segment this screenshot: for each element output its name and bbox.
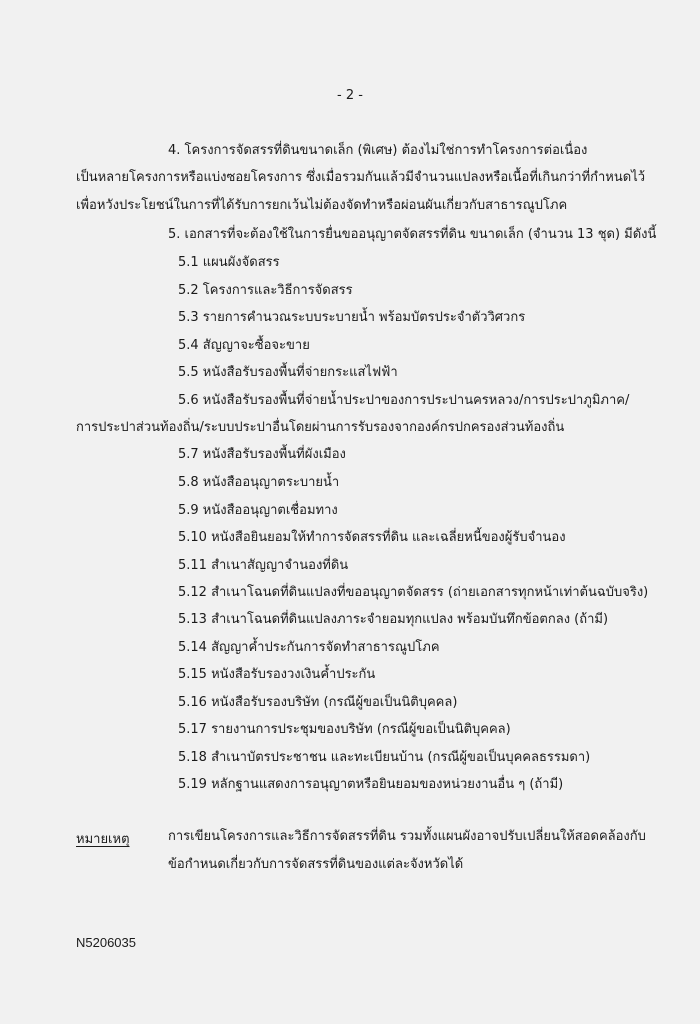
list-item-5-9: 5.9 หนังสืออนุญาตเชื่อมทาง bbox=[178, 503, 338, 518]
paragraph-4-line-3: เพื่อหวังประโยชน์ในการที่ได้รับการยกเว้นไม่ต้องจัดทำหรือผ่อนผันเกี่ยวกับสาธารณูปโภค bbox=[76, 198, 568, 213]
list-item-5-2: 5.2 โครงการและวิธีการจัดสรร bbox=[178, 283, 353, 298]
paragraph-5-intro: 5. เอกสารที่จะต้องใช้ในการยื่นขออนุญาตจัดสรรที่ดิน ขนาดเล็ก (จำนวน 13 ชุด) มีดังนี้ bbox=[168, 227, 657, 242]
list-item-5-5: 5.5 หนังสือรับรองพื้นที่จ่ายกระแสไฟฟ้า bbox=[178, 365, 398, 380]
note-label: หมายเหตุ bbox=[76, 832, 130, 847]
list-item-5-14: 5.14 สัญญาค้ำประกันการจัดทำสาธารณูปโภค bbox=[178, 640, 440, 655]
list-item-5-13: 5.13 สำเนาโฉนดที่ดินแปลงภาระจำยอมทุกแปลง พร้อมบันทึกข้อตกลง (ถ้ามี) bbox=[178, 612, 609, 627]
list-item-5-6-continuation: การประปาส่วนท้องถิ่น/ระบบประปาอื่นโดยผ่านการรับรองจากองค์กรปกครองส่วนท้องถิ่น bbox=[76, 420, 565, 435]
paragraph-4-line-1: 4. โครงการจัดสรรที่ดินขนาดเล็ก (พิเศษ) ต้องไม่ใช่การทำโครงการต่อเนื่อง bbox=[168, 143, 588, 158]
list-item-5-6: 5.6 หนังสือรับรองพื้นที่จ่ายน้ำประปาของการประปานครหลวง/การประปาภูมิภาค/ bbox=[178, 393, 630, 408]
list-item-5-3: 5.3 รายการคำนวณระบบระบายน้ำ พร้อมบัตรประจำตัววิศวกร bbox=[178, 310, 526, 325]
list-item-5-11: 5.11 สำเนาสัญญาจำนองที่ดิน bbox=[178, 558, 349, 573]
list-item-5-12: 5.12 สำเนาโฉนดที่ดินแปลงที่ขออนุญาตจัดสรร (ถ่ายเอกสารทุกหน้าเท่าต้นฉบับจริง) bbox=[178, 585, 649, 600]
list-item-5-7: 5.7 หนังสือรับรองพื้นที่ผังเมือง bbox=[178, 447, 346, 462]
list-item-5-4: 5.4 สัญญาจะซื้อจะขาย bbox=[178, 338, 310, 353]
list-item-5-8: 5.8 หนังสืออนุญาตระบายน้ำ bbox=[178, 475, 340, 490]
list-item-5-10: 5.10 หนังสือยินยอมให้ทำการจัดสรรที่ดิน และเฉลี่ยหนี้ของผู้รับจำนอง bbox=[178, 530, 566, 545]
paragraph-4-line-2: เป็นหลายโครงการหรือแบ่งซอยโครงการ ซึ่งเมื่อรวมกันแล้วมีจำนวนแปลงหรือเนื้อที่เกินกว่าที่กำหนดไว้ bbox=[76, 170, 646, 185]
note-line-2: ข้อกำหนดเกี่ยวกับการจัดสรรที่ดินของแต่ละจังหวัดได้ bbox=[168, 857, 464, 872]
list-item-5-18: 5.18 สำเนาบัตรประชาชน และทะเบียนบ้าน (กรณีผู้ขอเป็นบุคคลธรรมดา) bbox=[178, 750, 591, 765]
page-number: - 2 - bbox=[337, 88, 363, 103]
list-item-5-15: 5.15 หนังสือรับรองวงเงินค้ำประกัน bbox=[178, 667, 376, 682]
list-item-5-1: 5.1 แผนผังจัดสรร bbox=[178, 255, 280, 270]
list-item-5-16: 5.16 หนังสือรับรองบริษัท (กรณีผู้ขอเป็นนิติบุคคล) bbox=[178, 695, 458, 710]
document-code: N5206035 bbox=[76, 935, 136, 950]
note-line-1: การเขียนโครงการและวิธีการจัดสรรที่ดิน รวมทั้งแผนผังอาจปรับเปลี่ยนให้สอดคล้องกับ bbox=[168, 829, 646, 844]
list-item-5-19: 5.19 หลักฐานแสดงการอนุญาตหรือยินยอมของหน่วยงานอื่น ๆ (ถ้ามี) bbox=[178, 777, 564, 792]
list-item-5-17: 5.17 รายงานการประชุมของบริษัท (กรณีผู้ขอเป็นนิติบุคคล) bbox=[178, 722, 511, 737]
